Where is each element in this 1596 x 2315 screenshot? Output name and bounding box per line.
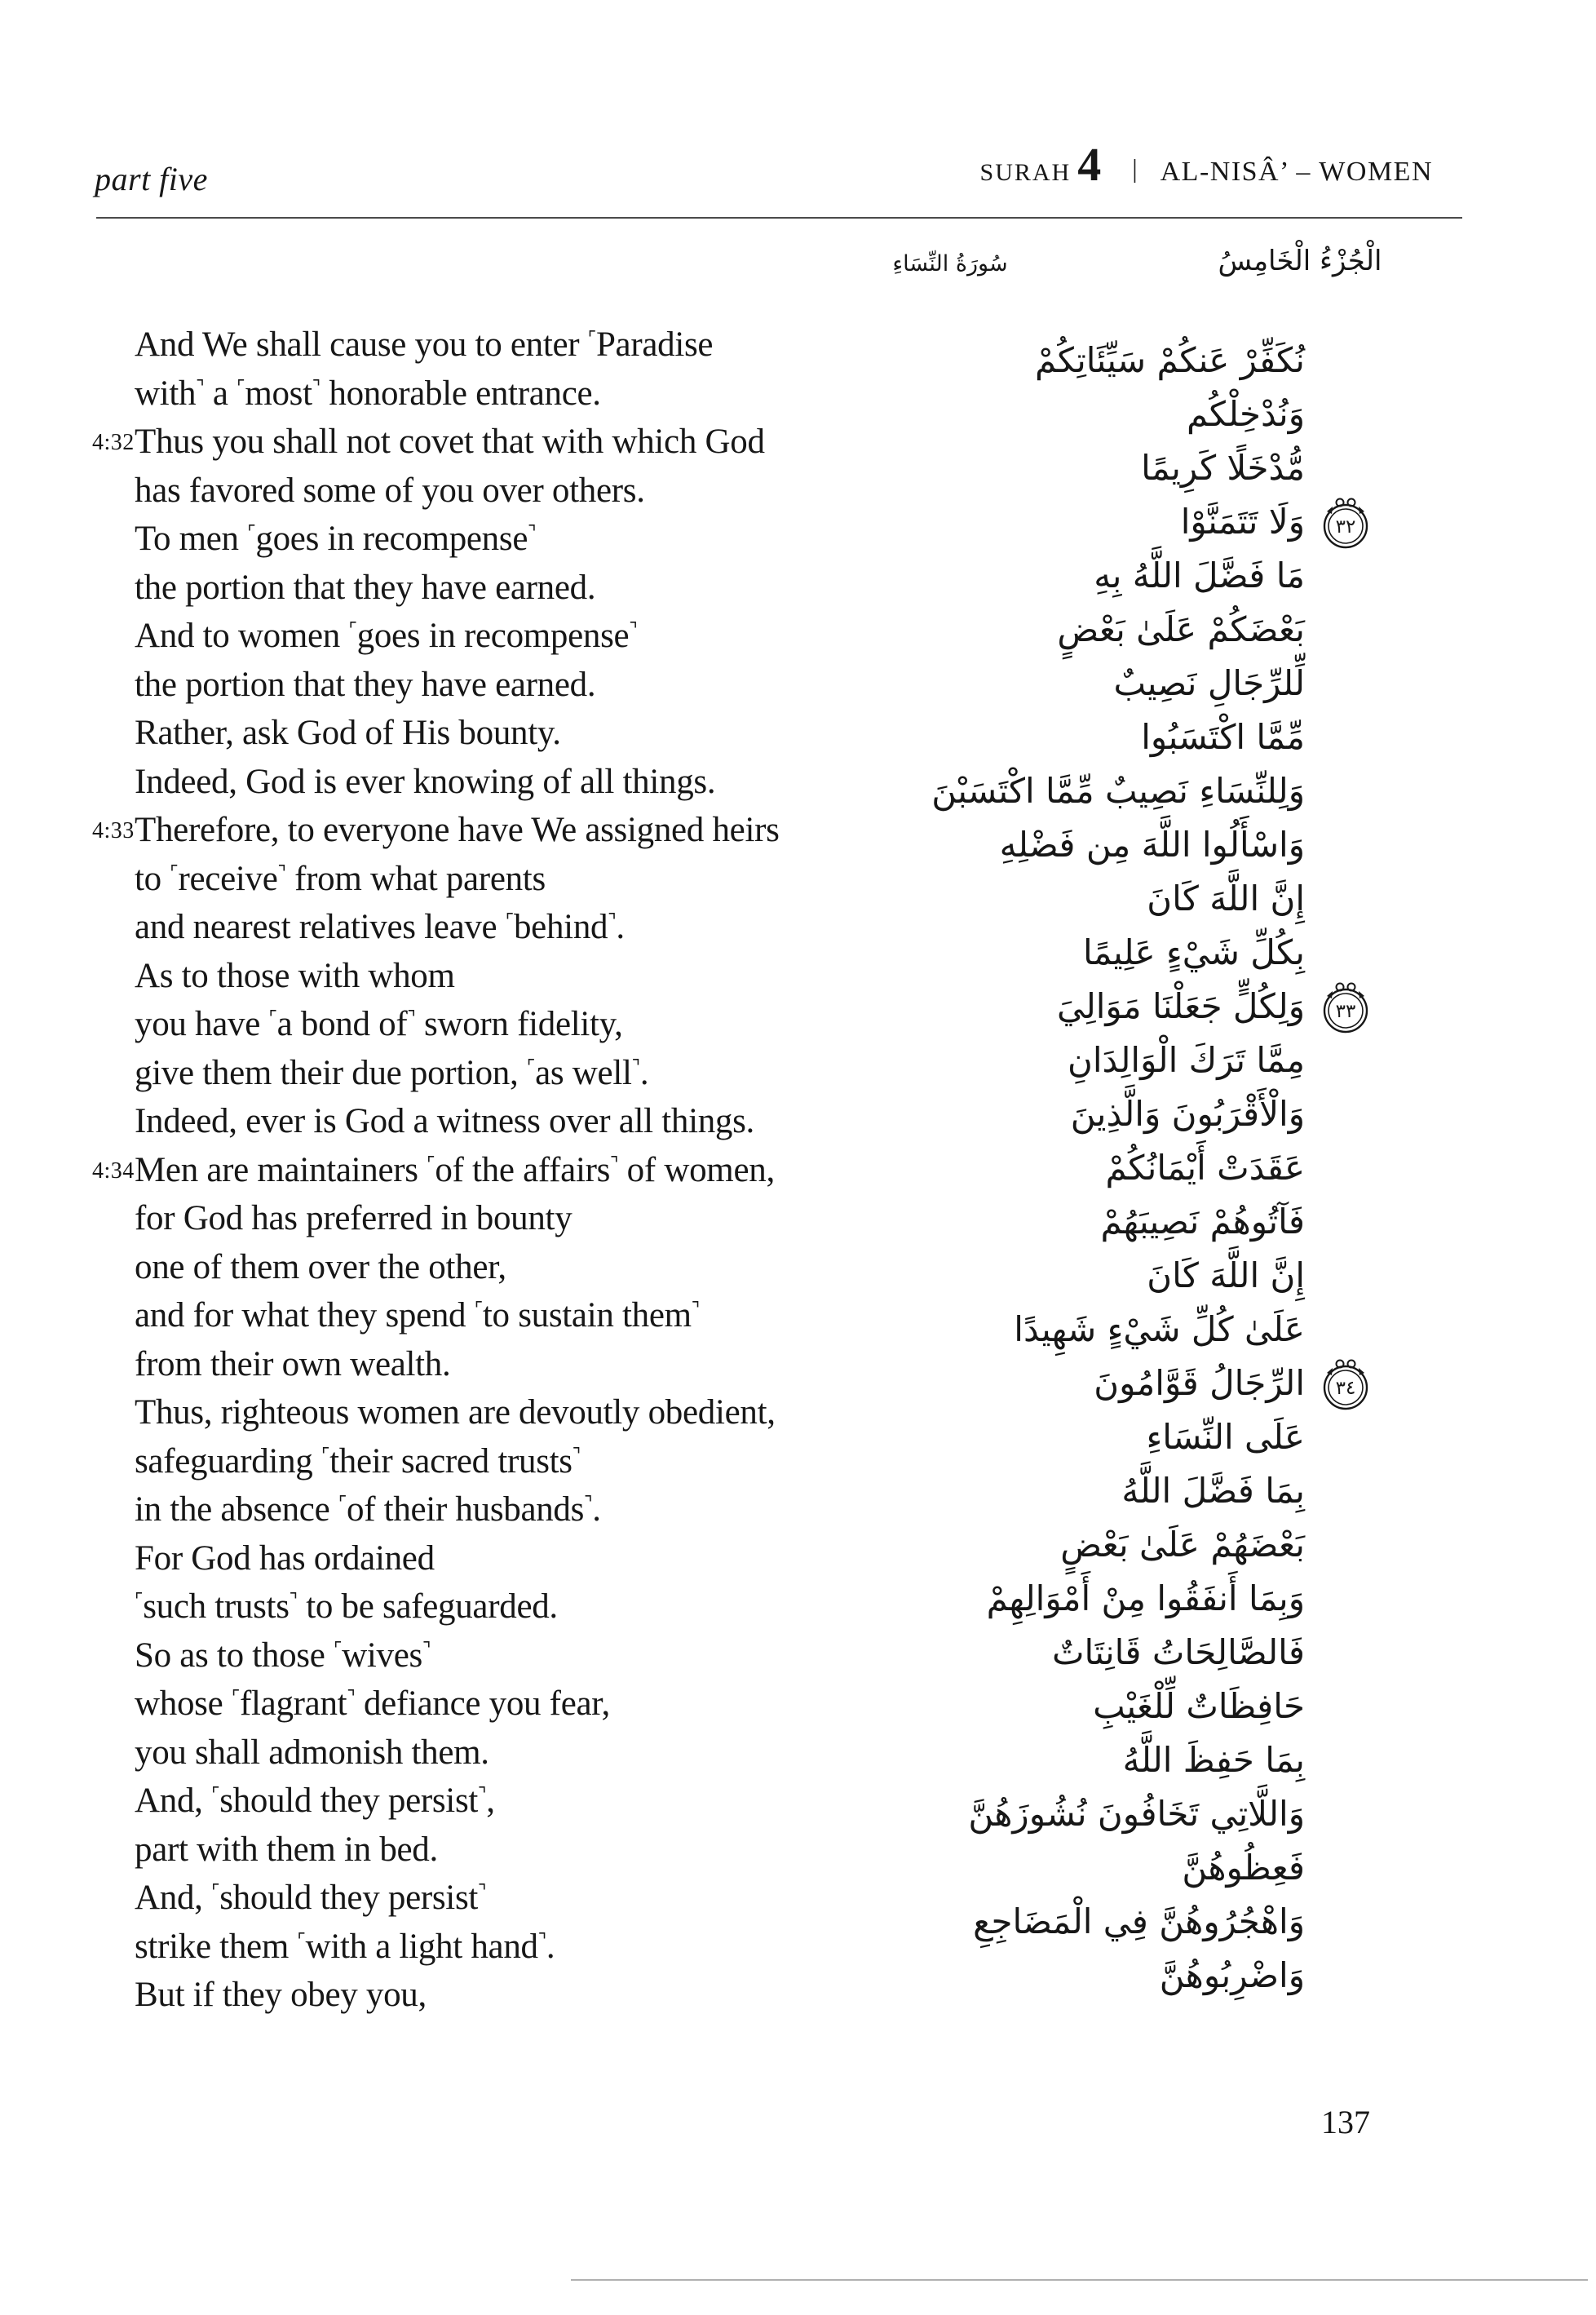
arabic-verse-line xyxy=(864,1090,1305,1144)
bottom-rule xyxy=(571,2279,1588,2281)
translation-text: one of them over the other, xyxy=(135,1247,506,1286)
surah-header xyxy=(980,137,1433,192)
arabic-text: حَافِظَاتٌ لِّلْغَيْبِ xyxy=(1093,1686,1305,1726)
translation-text: and nearest relatives leave ⌜behind⌝. xyxy=(135,908,625,946)
verse-medallion-icon xyxy=(1320,982,1372,1034)
arabic-text: عَلَى النِّسَاءِ xyxy=(1146,1417,1305,1457)
translation-line xyxy=(135,1247,942,1296)
arabic-verse-line xyxy=(864,982,1356,1036)
arabic-text: الرِّجَالُ قَوَّامُونَ xyxy=(1094,1363,1305,1403)
translation-line xyxy=(135,762,942,811)
medallion-verse-number: ٣٣ xyxy=(1335,1001,1356,1022)
translation-text: To men ⌜goes in recompense⌝ xyxy=(135,520,537,558)
translation-line xyxy=(135,1975,942,2024)
medallion-verse-number: ٣٤ xyxy=(1335,1378,1356,1399)
arabic-text: إِنَّ اللَّهَ كَانَ xyxy=(1147,879,1305,918)
translation-line xyxy=(135,1344,942,1393)
surah-word: SURAH xyxy=(979,159,1072,186)
arabic-text: فَعِظُوهُنَّ xyxy=(1182,1848,1305,1888)
translation-text: And to women ⌜goes in recompense⌝ xyxy=(135,617,638,655)
arabic-verse-line xyxy=(864,659,1305,713)
page-number: 137 xyxy=(1321,2104,1370,2140)
translation-line xyxy=(135,1295,942,1344)
arabic-text: بَعْضَكُمْ عَلَىٰ بَعْضٍ xyxy=(1057,609,1305,649)
translation-text: Therefore, to everyone have We assigned heirs xyxy=(135,811,780,849)
surah-number: 4 xyxy=(1077,138,1102,191)
translation-text: Indeed, God is ever knowing of all things. xyxy=(135,762,716,801)
arabic-text: وَالْأَقْرَبُونَ وَالَّذِينَ xyxy=(1070,1094,1305,1134)
arabic-text: بِكُلِّ شَيْءٍ عَلِيمًا xyxy=(1082,932,1305,972)
arabic-text: فَالصَّالِحَاتُ قَانِتَاتٌ xyxy=(1051,1632,1305,1672)
arabic-verse-line xyxy=(864,1144,1305,1197)
translation-line xyxy=(135,1733,942,1782)
translation-line xyxy=(135,907,942,956)
translation-line xyxy=(135,1053,942,1102)
arabic-verse-line xyxy=(864,498,1356,551)
translation-text: strike them ⌜with a light hand⌝. xyxy=(135,1927,555,1966)
arabic-verse-line xyxy=(864,1036,1305,1090)
translation-line xyxy=(135,1878,942,1927)
header-rule xyxy=(96,217,1462,219)
arabic-verse-line xyxy=(864,1413,1305,1467)
arabic-verse-line xyxy=(864,1197,1305,1251)
translation-line xyxy=(135,1538,942,1587)
arabic-verse-line xyxy=(864,713,1305,767)
arabic-text: وَاللَّاتِي تَخَافُونَ نُشُوزَهُنَّ xyxy=(968,1794,1305,1834)
arabic-verse-line xyxy=(864,1574,1305,1628)
translation-text: safeguarding ⌜their sacred trusts⌝ xyxy=(135,1441,581,1481)
translation-text: in the absence ⌜of their husbands⌝. xyxy=(135,1490,601,1529)
translation-text: with⌝ a ⌜most⌝ honorable entrance. xyxy=(135,374,601,413)
arabic-text: بِمَا فَضَّلَ اللَّهُ xyxy=(1121,1471,1305,1511)
surah-name: AL-NISÂ’ – WOMEN xyxy=(1160,157,1433,187)
translation-line xyxy=(135,1636,942,1684)
arabic-verse-line xyxy=(864,551,1305,605)
arabic-text: وَنُدْخِلْكُم xyxy=(1186,394,1305,434)
arabic-verse-line xyxy=(864,1951,1305,2005)
translation-column xyxy=(92,325,942,2024)
arabic-text: وَاضْرِبُوهُنَّ xyxy=(1159,1955,1305,1995)
translation-line xyxy=(135,665,942,714)
translation-text: ⌜such trusts⌝ to be safeguarded. xyxy=(135,1587,558,1626)
surah-separator: | xyxy=(1132,153,1138,183)
translation-text: and for what they spend ⌜to sustain them⌝ xyxy=(135,1296,700,1335)
arabic-text: لِّلرِّجَالِ نَصِيبٌ xyxy=(1113,663,1305,703)
arabic-surah-label: سُورَةُ النِّسَاءِ xyxy=(892,251,1008,277)
arabic-verse-line xyxy=(864,605,1305,659)
arabic-verse-line xyxy=(864,336,1305,390)
translation-line xyxy=(135,374,942,423)
translation-text: from their own wealth. xyxy=(135,1344,451,1383)
arabic-verse-line xyxy=(864,1520,1305,1574)
arabic-text: إِنَّ اللَّهَ كَانَ xyxy=(1147,1255,1305,1295)
medallion-verse-number: ٣٢ xyxy=(1335,516,1356,538)
translation-text: has favored some of you over others. xyxy=(135,471,645,510)
verse-number: 4:33 xyxy=(92,818,135,843)
translation-line xyxy=(135,1198,942,1247)
translation-text: you shall admonish them. xyxy=(135,1733,489,1772)
arabic-verse-line xyxy=(864,767,1305,821)
translation-line xyxy=(135,568,942,617)
arabic-verse-line xyxy=(864,928,1305,982)
translation-line xyxy=(135,956,942,1005)
translation-text: to ⌜receive⌝ from what parents xyxy=(135,859,546,898)
translation-line xyxy=(135,1684,942,1733)
translation-text: Thus you shall not covet that with which God xyxy=(135,423,765,461)
translation-line xyxy=(92,1150,942,1199)
translation-text: And, ⌜should they persist⌝, xyxy=(135,1782,495,1820)
translation-text: Men are maintainers ⌜of the affairs⌝ of women, xyxy=(135,1150,775,1189)
arabic-verse-line xyxy=(864,1682,1305,1736)
part-label: part five xyxy=(95,161,208,197)
translation-text: you have ⌜a bond of⌝ sworn fidelity, xyxy=(135,1005,623,1043)
translation-text: part with them in bed. xyxy=(135,1830,438,1869)
arabic-juz-label: الْجُزْءُ الْخَامِسُ xyxy=(1218,245,1382,277)
verse-medallion-icon xyxy=(1320,1359,1372,1411)
translation-line xyxy=(135,471,942,520)
translation-text: And We shall cause you to enter ⌜Paradise xyxy=(135,325,714,364)
arabic-verse-line xyxy=(864,1844,1305,1897)
verse-medallion-icon xyxy=(1320,498,1372,550)
arabic-text: بَعْضَهُمْ عَلَىٰ بَعْضٍ xyxy=(1060,1525,1305,1565)
arabic-verse-line xyxy=(864,1467,1305,1520)
arabic-verse-line xyxy=(864,874,1305,928)
translation-line xyxy=(135,1101,942,1150)
translation-line xyxy=(135,1489,942,1538)
arabic-verse-line xyxy=(864,1790,1305,1844)
arabic-text: مَا فَضَّلَ اللَّهُ بِهِ xyxy=(1094,556,1305,595)
translation-line xyxy=(135,1830,942,1879)
arabic-text: وَلِكُلٍّ جَعَلْنَا مَوَالِيَ xyxy=(1056,986,1305,1026)
verse-number: 4:32 xyxy=(92,430,135,455)
verse-number: 4:34 xyxy=(92,1158,135,1184)
arabic-text: وَبِمَا أَنفَقُوا مِنْ أَمْوَالِهِمْ xyxy=(986,1578,1305,1618)
arabic-verse-line xyxy=(864,444,1305,498)
arabic-text: وَاسْأَلُوا اللَّهَ مِن فَضْلِهِ xyxy=(999,825,1305,865)
translation-line xyxy=(92,422,942,471)
arabic-verse-line xyxy=(864,821,1305,874)
translation-text: As to those with whom xyxy=(135,956,455,995)
translation-line xyxy=(135,859,942,908)
translation-text: So as to those ⌜wives⌝ xyxy=(135,1636,431,1675)
arabic-text: عَقَدَتْ أَيْمَانُكُمْ xyxy=(1105,1148,1305,1188)
translation-line xyxy=(135,1587,942,1636)
translation-text: And, ⌜should they persist⌝ xyxy=(135,1879,487,1917)
arabic-text: مِمَّا تَرَكَ الْوَالِدَانِ xyxy=(1068,1040,1305,1080)
arabic-text: نُكَفِّرْ عَنكُمْ سَيِّئَاتِكُمْ xyxy=(1034,340,1305,380)
translation-line xyxy=(135,1927,942,1976)
translation-line xyxy=(92,810,942,859)
arabic-verse-line xyxy=(864,1897,1305,1951)
translation-text: Indeed, ever is God a witness over all things. xyxy=(135,1102,755,1140)
translation-line xyxy=(135,616,942,665)
translation-line xyxy=(135,1781,942,1830)
arabic-text: عَلَىٰ كُلِّ شَيْءٍ شَهِيدًا xyxy=(1014,1309,1305,1349)
translation-text: For God has ordained xyxy=(135,1538,435,1578)
translation-text: the portion that they have earned. xyxy=(135,665,596,704)
translation-text: whose ⌜flagrant⌝ defiance you fear, xyxy=(135,1684,611,1723)
translation-text: give them their due portion, ⌜as well⌝. xyxy=(135,1053,649,1092)
arabic-text: وَلَا تَتَمَنَّوْا xyxy=(1180,502,1305,542)
translation-line xyxy=(135,1441,942,1490)
translation-line xyxy=(135,325,942,374)
arabic-text: مُّدْخَلًا كَرِيمًا xyxy=(1141,448,1305,488)
arabic-text: فَآتُوهُمْ نَصِيبَهُمْ xyxy=(1100,1202,1305,1242)
arabic-verse-line xyxy=(864,1736,1305,1790)
arabic-verse-line xyxy=(864,1628,1305,1682)
translation-line xyxy=(135,713,942,762)
arabic-text: بِمَا حَفِظَ اللَّهُ xyxy=(1122,1740,1305,1780)
translation-text: Rather, ask God of His bounty. xyxy=(135,714,561,752)
translation-text: the portion that they have earned. xyxy=(135,568,596,607)
arabic-verse-line xyxy=(864,1359,1356,1413)
arabic-verse-line xyxy=(864,1305,1305,1359)
translation-line xyxy=(135,1004,942,1053)
translation-line xyxy=(135,519,942,568)
translation-text: for God has preferred in bounty xyxy=(135,1199,573,1237)
arabic-column xyxy=(864,336,1356,2005)
translation-text: Thus, righteous women are devoutly obedient, xyxy=(135,1393,776,1432)
translation-text: But if they obey you, xyxy=(135,1976,427,2014)
arabic-verse-line xyxy=(864,1251,1305,1305)
arabic-text: مِّمَّا اكْتَسَبُوا xyxy=(1141,717,1305,757)
arabic-text: وَاهْجُرُوهُنَّ فِي الْمَضَاجِعِ xyxy=(973,1901,1305,1941)
arabic-verse-line xyxy=(864,390,1305,444)
arabic-text: وَلِلنِّسَاءِ نَصِيبٌ مِّمَّا اكْتَسَبْنَ xyxy=(931,771,1305,811)
translation-line xyxy=(135,1392,942,1441)
